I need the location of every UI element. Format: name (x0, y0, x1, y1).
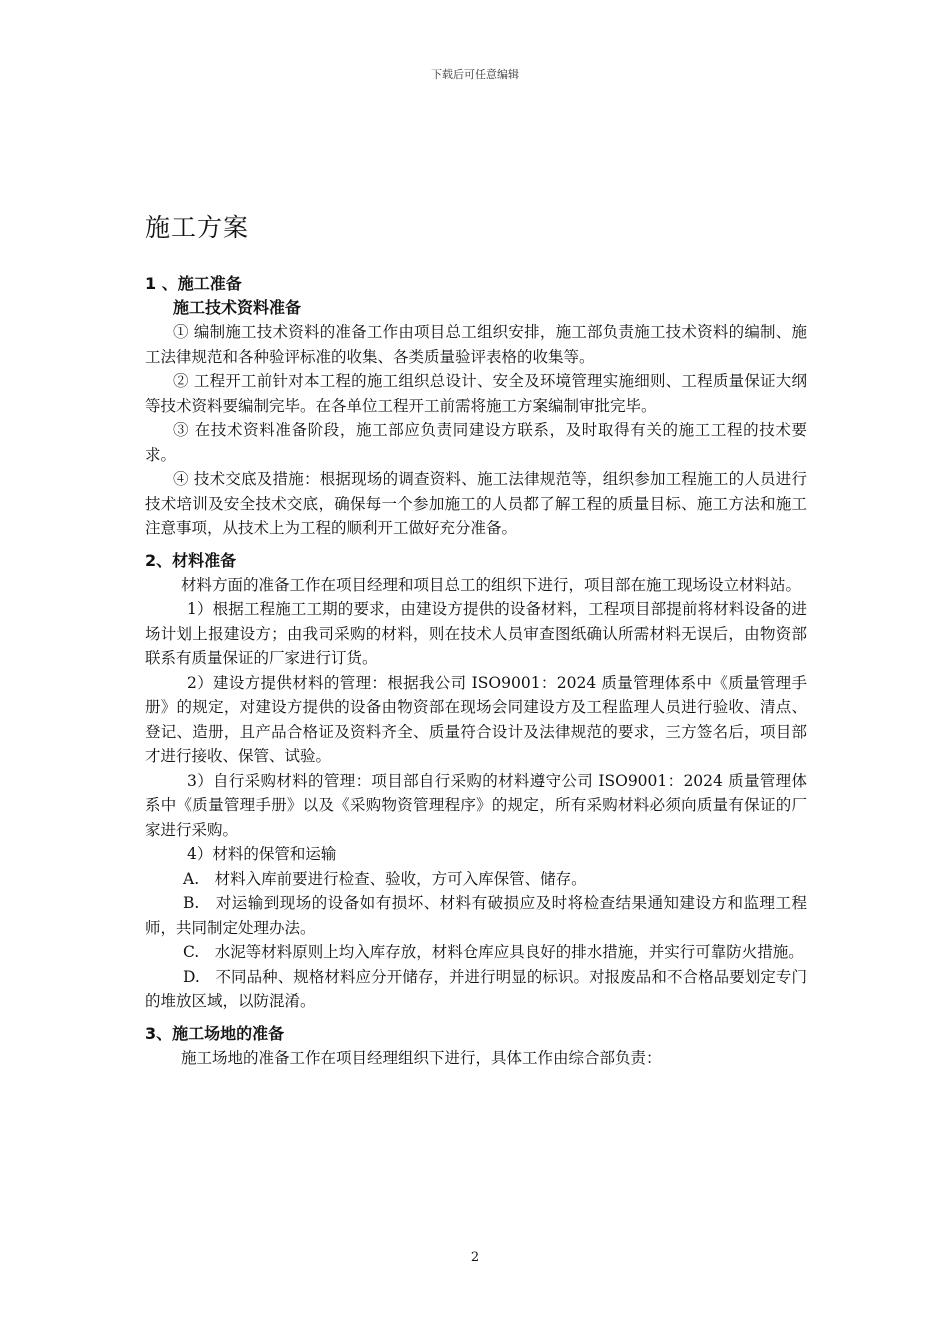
document-body (145, 272, 807, 1070)
page-number: 2 (470, 1250, 480, 1265)
paragraph: 1）根据工程施工工期的要求，由建设方提供的设备材料，工程项目部提前将材料设备的进场计划上报建设方；由我司采购的材料，则在技术人员审查图纸确认所需材料无误后，由物资部联系有质量保证的厂家进行订货。 (145, 600, 807, 667)
list-item: B. 对运输到现场的设备如有损坏、材料有破损应及时将检查结果通知建设方和监理工程师，共同制定处理办法。 (145, 894, 807, 937)
list-item: A. 材料入库前要进行检查、验收，方可入库保管、储存。 (183, 869, 587, 888)
paragraph: 施工场地的准备工作在项目经理组织下进行，具体工作由综合部负责： (181, 1048, 662, 1067)
paragraph: ③ 在技术资料准备阶段，施工部应负责同建设方联系，及时取得有关的施工工程的技术要求。 (145, 421, 807, 464)
paragraph: ① 编制施工技术资料的准备工作由项目总工组织安排，施工部负责施工技术资料的编制、施工法律规范和各种验评标准的收集、各类质量验评表格的收集等。 (145, 323, 807, 366)
section-1-subheading: 施工技术资料准备 (173, 298, 302, 317)
section-1-heading: 1 、施工准备 (145, 274, 242, 293)
document-title: 施工方案 (145, 213, 250, 242)
paragraph: ② 工程开工前针对本工程的施工组织总设计、安全及环境管理实施细则、工程质量保证大纲等技术资料要编制完毕。在各单位工程开工前需将施工方案编制审批完毕。 (145, 372, 807, 415)
paragraph: 2）建设方提供材料的管理：根据我公司 ISO9001：2024 质量管理体系中《质量管理手册》的规定，对建设方提供的设备由物资部在现场会同建设方及工程监理人员进行验收、清点、登记、造册，且产品合格证及资料齐全、质量符合设计及法律规范的要求，三方签名后，项目部才进行接收、保管、试验。 (145, 673, 807, 765)
section-2-heading: 2、材料准备 (145, 550, 237, 570)
list-item: D. 不同品种、规格材料应分开储存，并进行明显的标识。对报废品和不合格品要划定专门的堆放区域，以防混淆。 (145, 967, 807, 1010)
list-item: C. 水泥等材料原则上均入库存放，材料仓库应具良好的排水措施，并实行可靠防火措施。 (183, 943, 804, 961)
paragraph: ④ 技术交底及措施：根据现场的调查资料、施工法律规范等，组织参加工程施工的人员进行技术培训及安全技术交底，确保每一个参加施工的人员都了解工程的质量目标、施工方法和施工注意事项，从技术上为工程的顺利开工做好充分准备。 (145, 470, 807, 537)
page-header: 下载后可任意编辑 (431, 68, 519, 81)
paragraph: 4）材料的保管和运输 (187, 845, 337, 863)
paragraph: 材料方面的准备工作在项目经理和项目总工的组织下进行，项目部在施工现场设立材料站。 (181, 575, 802, 594)
paragraph: 3）自行采购材料的管理：项目部自行采购的材料遵守公司 ISO9001：2024 质量管理体系中《质量管理手册》以及《采购物资管理程序》的规定，所有采购材料必须向质量有保证的厂家进行采购。 (145, 771, 807, 839)
section-3-heading: 3、施工场地的准备 (145, 1023, 285, 1043)
